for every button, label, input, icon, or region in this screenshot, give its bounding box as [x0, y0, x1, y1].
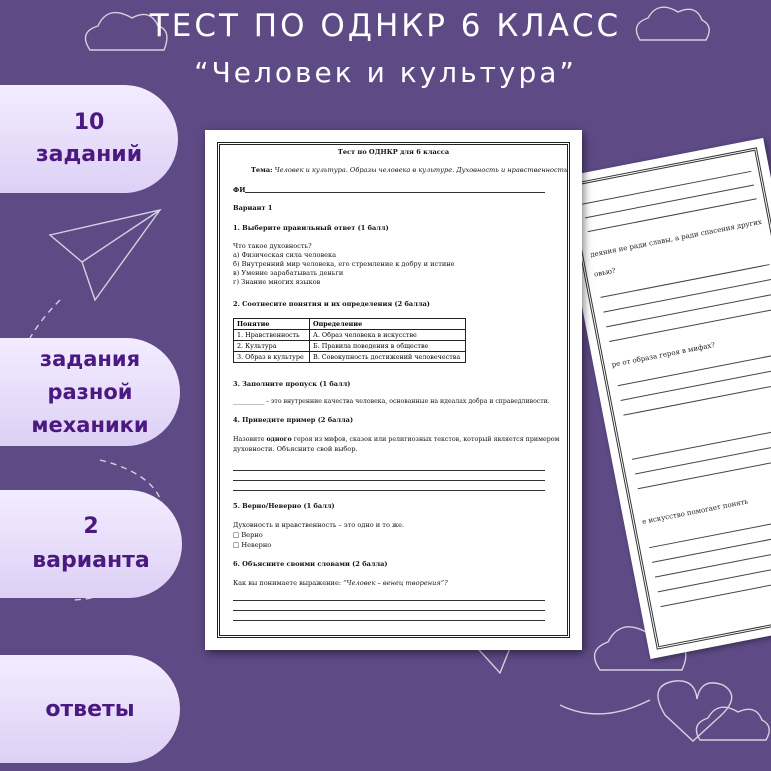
badge-line: варианта: [32, 548, 150, 573]
badge-answers: [0, 655, 180, 763]
fi-label: ФИ: [233, 186, 246, 194]
question-5-text: Духовность и нравственность – это одно и то же.: [233, 521, 405, 529]
question-1-title: 1. Выберите правильный ответ (1 балл): [233, 224, 389, 232]
table-cell: 2. Культура: [234, 341, 310, 352]
document-theme: Тема: Человек и культура. Образы человека в культуре. Духовность и нравственность: [251, 166, 568, 174]
back-text: ре от образа героя в мифах?: [610, 340, 716, 369]
document-heading: Тест по ОДНКР для 6 класса: [337, 148, 450, 156]
back-text: е искусство помогает понять: [641, 497, 749, 526]
variant-label: Вариант 1: [233, 204, 273, 212]
question-6-title: 6. Объясните своими словами (2 балла): [233, 560, 388, 568]
badge-line: механики: [31, 412, 149, 437]
badge-line: заданий: [35, 142, 143, 167]
answer-option: в) Умение зарабатывать деньги: [233, 269, 344, 277]
badge-line: задания: [39, 346, 141, 371]
question-4-title: 4. Приведите пример (2 балла): [233, 416, 354, 424]
page-title: ТЕСТ ПО ОДНКР 6 КЛАСС: [149, 8, 622, 44]
answer-option: а) Физическая сила человека: [233, 251, 337, 259]
answer-option: г) Знание многих языков: [233, 278, 321, 286]
back-text: овью?: [593, 266, 617, 279]
table-cell: В. Совокупность достижений человечества: [310, 352, 466, 363]
badge-mechanics: [0, 338, 180, 446]
question-3-title: 3. Заполните пропуск (1 балл): [233, 380, 351, 388]
badge-tasks-count: [0, 85, 178, 193]
table-cell: А. Образ человека в искусстве: [310, 330, 466, 341]
question-5-title: 5. Верно/Неверно (1 балл): [233, 502, 335, 510]
table-header: Понятие: [234, 319, 310, 330]
back-text: деяния не ради славы, а ради спасения других: [589, 217, 763, 259]
heart-icon: [658, 681, 732, 741]
badge-line: разной: [47, 379, 133, 404]
question-2-title: 2. Соотнесите понятия и их определения (2 балла): [233, 300, 430, 308]
curve-path-icon: [560, 700, 650, 714]
question-4-text: Назовите одного героя из мифов, сказок или религиозных текстов, который является примером: [233, 436, 560, 443]
badge-variants: [0, 490, 182, 598]
false-option: □ Неверно: [233, 541, 272, 549]
test-document-page: [205, 130, 582, 650]
badge-line: ответы: [45, 696, 135, 722]
matching-table: [233, 318, 466, 363]
table-header: Определение: [310, 319, 466, 330]
table-cell: 1. Нравственность: [234, 330, 310, 341]
badge-line: 10: [73, 110, 105, 135]
question-4-text-2: духовности. Объясните свой выбор.: [233, 445, 358, 453]
true-option: □ Верно: [233, 531, 263, 539]
table-cell: 3. Образ в культуре: [234, 352, 310, 363]
badge-line: 2: [83, 514, 99, 539]
cloud-icon: [696, 707, 769, 740]
question-3-text: __________ – это внутренние качества человека, основанные на идеалах добра и справедливости.: [233, 398, 550, 405]
question-1-text: Что такое духовность?: [233, 242, 312, 250]
page-subtitle: “Человек и культура”: [194, 56, 577, 89]
table-cell: Б. Правила поведения в обществе: [310, 341, 466, 352]
question-6-text: Как вы понимаете выражение: “Человек – венец творения”?: [233, 579, 448, 587]
answer-option: б) Внутренний мир человека, его стремление к добру и истине: [233, 260, 455, 268]
paper-plane-icon: [50, 210, 160, 300]
